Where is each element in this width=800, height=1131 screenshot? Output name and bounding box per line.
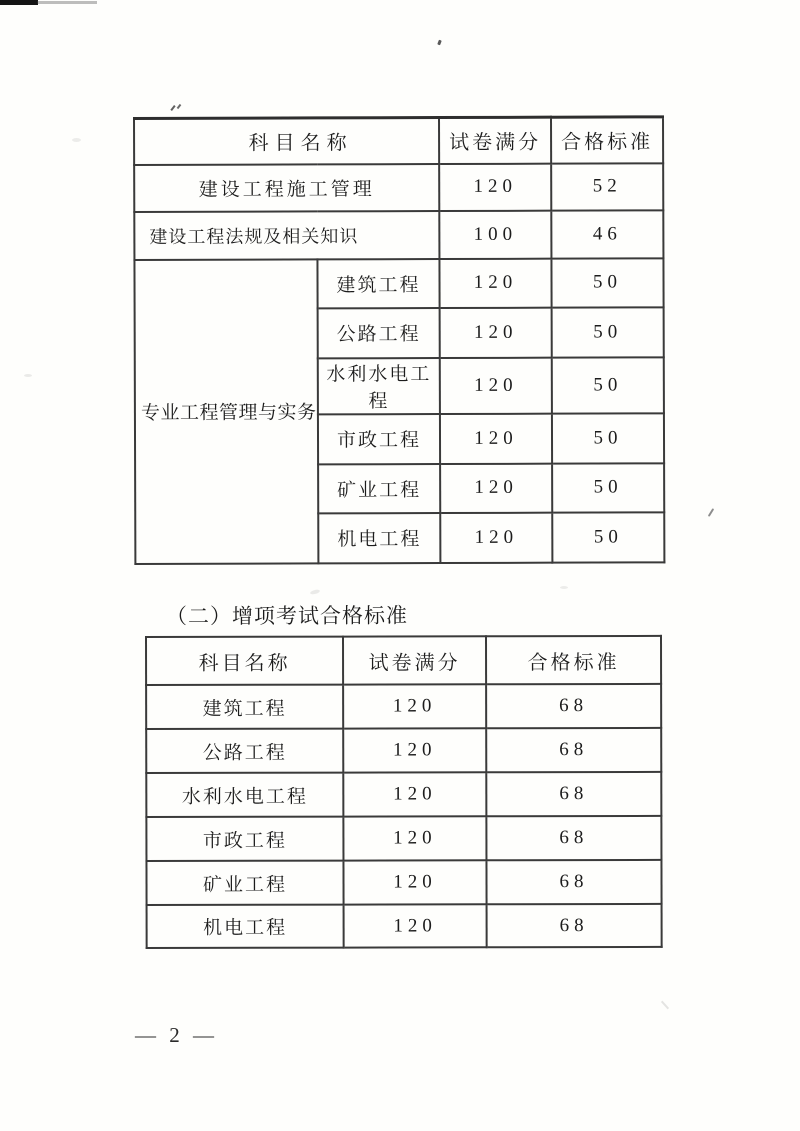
- subject-cell: 公路工程: [146, 729, 343, 773]
- pass-standard-cell: 50: [552, 512, 664, 562]
- scan-artifact: [72, 138, 81, 142]
- pass-standard-cell: 68: [487, 904, 662, 947]
- scan-artifact: [177, 104, 182, 109]
- pass-standard-cell: 68: [486, 772, 661, 816]
- pass-standard-cell: 46: [551, 210, 663, 258]
- full-score-cell: 120: [440, 307, 552, 357]
- table-row: [134, 210, 663, 260]
- pass-standard-cell: 50: [551, 258, 663, 307]
- table1-header-pass-standard: 合格标准: [551, 117, 663, 163]
- pass-standard-cell: 50: [552, 307, 664, 357]
- scan-artifact: [310, 589, 321, 595]
- pass-standard-cell: 50: [552, 463, 664, 512]
- subject-cell: 建设工程施工管理: [134, 164, 439, 212]
- scan-artifact: [560, 586, 568, 589]
- pass-standard-cell: 68: [486, 684, 661, 728]
- pass-standard-cell: 50: [552, 357, 664, 413]
- full-score-cell: 120: [439, 258, 551, 307]
- table1-header-row: [134, 117, 663, 165]
- pass-standard-cell: 68: [486, 860, 661, 904]
- primary-pass-standard-table: [133, 115, 665, 564]
- addon-pass-standard-table: [145, 635, 663, 949]
- table2-header-row: [146, 636, 661, 685]
- table2-header-pass-standard: 合格标准: [486, 636, 661, 684]
- full-score-cell: 120: [440, 463, 552, 512]
- table1-header-subject: 科目名称: [134, 118, 439, 165]
- scan-artifact: [708, 508, 714, 517]
- table1-header-full-score: 试卷满分: [439, 117, 551, 163]
- full-score-cell: 100: [439, 210, 551, 258]
- full-score-cell: 120: [343, 684, 486, 728]
- subject-cell: 水利水电工程: [146, 773, 343, 817]
- table2-header-subject: 科目名称: [146, 637, 343, 685]
- subject-cell: 建筑工程: [146, 685, 343, 729]
- scan-artifact: [661, 1001, 669, 1010]
- table-row: [146, 728, 661, 773]
- table-row: [146, 860, 661, 905]
- scan-artifact: [0, 0, 38, 5]
- full-score-cell: 120: [440, 512, 552, 562]
- pass-standard-cell: 50: [552, 413, 664, 463]
- subject-cell: 公路工程: [318, 308, 440, 358]
- group-label-cell: 专业工程管理与实务: [134, 259, 318, 564]
- full-score-cell: 120: [343, 772, 486, 816]
- page-number: — 2 —: [135, 1023, 218, 1047]
- table-row: [147, 904, 662, 948]
- subject-cell: 水利水电工程: [318, 358, 440, 414]
- subject-cell: 矿业工程: [146, 861, 343, 905]
- full-score-cell: 120: [344, 904, 487, 947]
- full-score-cell: 120: [343, 816, 486, 860]
- subject-cell: 建设工程法规及相关知识: [134, 211, 439, 260]
- table-row: [146, 772, 661, 817]
- section-heading: （二）增项考试合格标准: [165, 603, 409, 629]
- full-score-cell: 120: [440, 357, 552, 413]
- pass-standard-cell: 68: [486, 816, 661, 860]
- table-row: [146, 684, 661, 729]
- subject-cell: 机电工程: [318, 513, 440, 563]
- table-row: [134, 163, 663, 212]
- table-row: [134, 258, 663, 309]
- pass-standard-cell: 52: [551, 163, 663, 210]
- subject-cell: 机电工程: [147, 905, 344, 948]
- subject-cell: 矿业工程: [318, 464, 440, 513]
- subject-cell: 建筑工程: [317, 259, 439, 308]
- scan-artifact: [170, 105, 175, 111]
- table2-header-full-score: 试卷满分: [343, 636, 486, 684]
- full-score-cell: 120: [343, 728, 486, 772]
- scan-artifact: [24, 374, 32, 377]
- full-score-cell: 120: [343, 860, 486, 904]
- table-row: [146, 816, 661, 861]
- subject-cell: 市政工程: [318, 414, 440, 464]
- full-score-cell: 120: [439, 163, 551, 210]
- pass-standard-cell: 68: [486, 728, 661, 772]
- subject-cell: 市政工程: [146, 817, 343, 861]
- full-score-cell: 120: [440, 413, 552, 463]
- scan-artifact: [37, 1, 97, 4]
- scan-artifact: [437, 40, 442, 46]
